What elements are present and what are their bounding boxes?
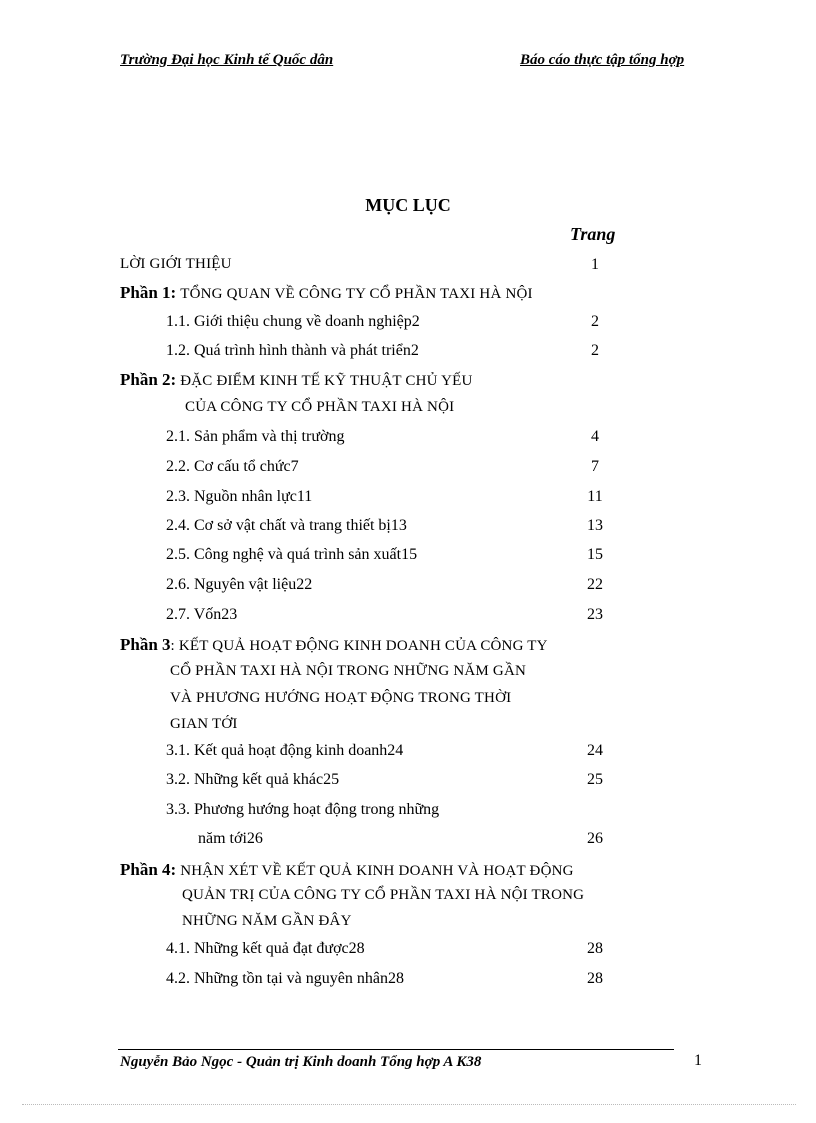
toc-item-3-3-page: 26 [587,830,603,847]
part3-title-line4: GIAN TỚI [170,716,238,732]
part1-title: TỔNG QUAN VỀ CÔNG TY CỔ PHẦN TAXI HÀ NỘI [180,286,533,302]
part1-heading [120,283,533,303]
part3-heading [120,635,548,655]
toc-intro-page: 1 [591,256,599,273]
part4-title-line3: NHỮNG NĂM GẦN ĐÂY [182,913,352,929]
footer-rule [118,1049,674,1050]
header-report-title: Báo cáo thực tập tổng hợp [520,52,685,68]
toc-item-2-7-page: 23 [587,606,603,623]
toc-item-4-2: 4.2. Những tồn tại và nguyên nhân28 [166,970,404,987]
toc-item-1-2-page: 2 [591,342,599,359]
toc-item-3-3: 3.3. Phương hướng hoạt động trong những [166,801,440,818]
toc-item-3-1-page: 24 [587,742,603,759]
toc-item-3-1: 3.1. Kết quả hoạt động kinh doanh24 [166,742,404,759]
part4-title-line1: NHẬN XÉT VỀ KẾT QUẢ KINH DOANH VÀ HOẠT ĐỘNG [180,863,574,879]
toc-item-4-1-page: 28 [587,940,603,957]
toc-item-2-4: 2.4. Cơ sở vật chất và trang thiết bị13 [166,517,407,534]
toc-item-3-2: 3.2. Những kết quả khác25 [166,771,340,788]
toc-item-2-6: 2.6. Nguyên vật liệu22 [166,576,313,593]
toc-item-2-3-page: 11 [587,488,603,505]
toc-title: MỤC LỤC [365,195,451,215]
header-school: Trường Đại học Kinh tế Quốc dân [120,52,334,68]
part3-title-line1: : KẾT QUẢ HOẠT ĐỘNG KINH DOANH CỦA CÔNG TY [170,638,548,654]
toc-item-2-1: 2.1. Sản phẩm và thị trường [166,428,345,445]
page-bottom-border [22,1104,796,1105]
footer-author: Nguyễn Bảo Ngọc - Quản trị Kinh doanh Tổng hợp A K38 [120,1054,482,1070]
toc-item-2-5: 2.5. Công nghệ và quá trình sản xuất15 [166,546,418,563]
part1-label: Phần 1: [120,283,177,302]
part2-heading [120,370,473,390]
toc-item-4-2-page: 28 [587,970,603,987]
part4-heading [120,860,574,880]
part3-title-line2: CỔ PHẦN TAXI HÀ NỘI TRONG NHỮNG NĂM GẦN [170,663,527,679]
part3-title-line3: VÀ PHƯƠNG HƯỚNG HOẠT ĐỘNG TRONG THỜI [170,690,512,706]
part2-title-line1: ĐẶC ĐIỂM KINH TẾ KỸ THUẬT CHỦ YẾU [180,373,473,389]
toc-item-2-4-page: 13 [587,517,603,534]
toc-item-3-3-line2: năm tới26 [198,830,263,847]
part3-label: Phần 3 [120,635,171,654]
toc-item-2-2: 2.2. Cơ cấu tổ chức7 [166,458,299,475]
toc-item-2-3: 2.3. Nguồn nhân lực11 [166,488,313,505]
toc-item-3-2-page: 25 [587,771,603,788]
part4-title-line2: QUẢN TRỊ CỦA CÔNG TY CỔ PHẦN TAXI HÀ NỘI TRONG [182,887,585,903]
part4-label: Phần 4: [120,860,177,879]
toc-item-1-2: 1.2. Quá trình hình thành và phát triển2 [166,342,419,359]
page-number: 1 [694,1052,702,1069]
page-column-label: Trang [570,224,616,244]
part2-label: Phần 2: [120,370,177,389]
toc-item-1-1-page: 2 [591,313,599,330]
toc-item-2-2-page: 7 [591,458,599,475]
toc-item-4-1: 4.1. Những kết quả đạt được28 [166,940,365,957]
toc-item-1-1: 1.1. Giới thiệu chung về doanh nghiệp2 [166,313,420,330]
toc-item-2-7: 2.7. Vốn23 [166,606,238,623]
toc-item-2-5-page: 15 [587,546,603,563]
part2-title-line2: CỦA CÔNG TY CỔ PHẦN TAXI HÀ NỘI [185,399,455,415]
toc-item-2-6-page: 22 [587,576,603,593]
toc-intro: LỜI GIỚI THIỆU [120,256,232,272]
toc-item-2-1-page: 4 [591,428,599,445]
